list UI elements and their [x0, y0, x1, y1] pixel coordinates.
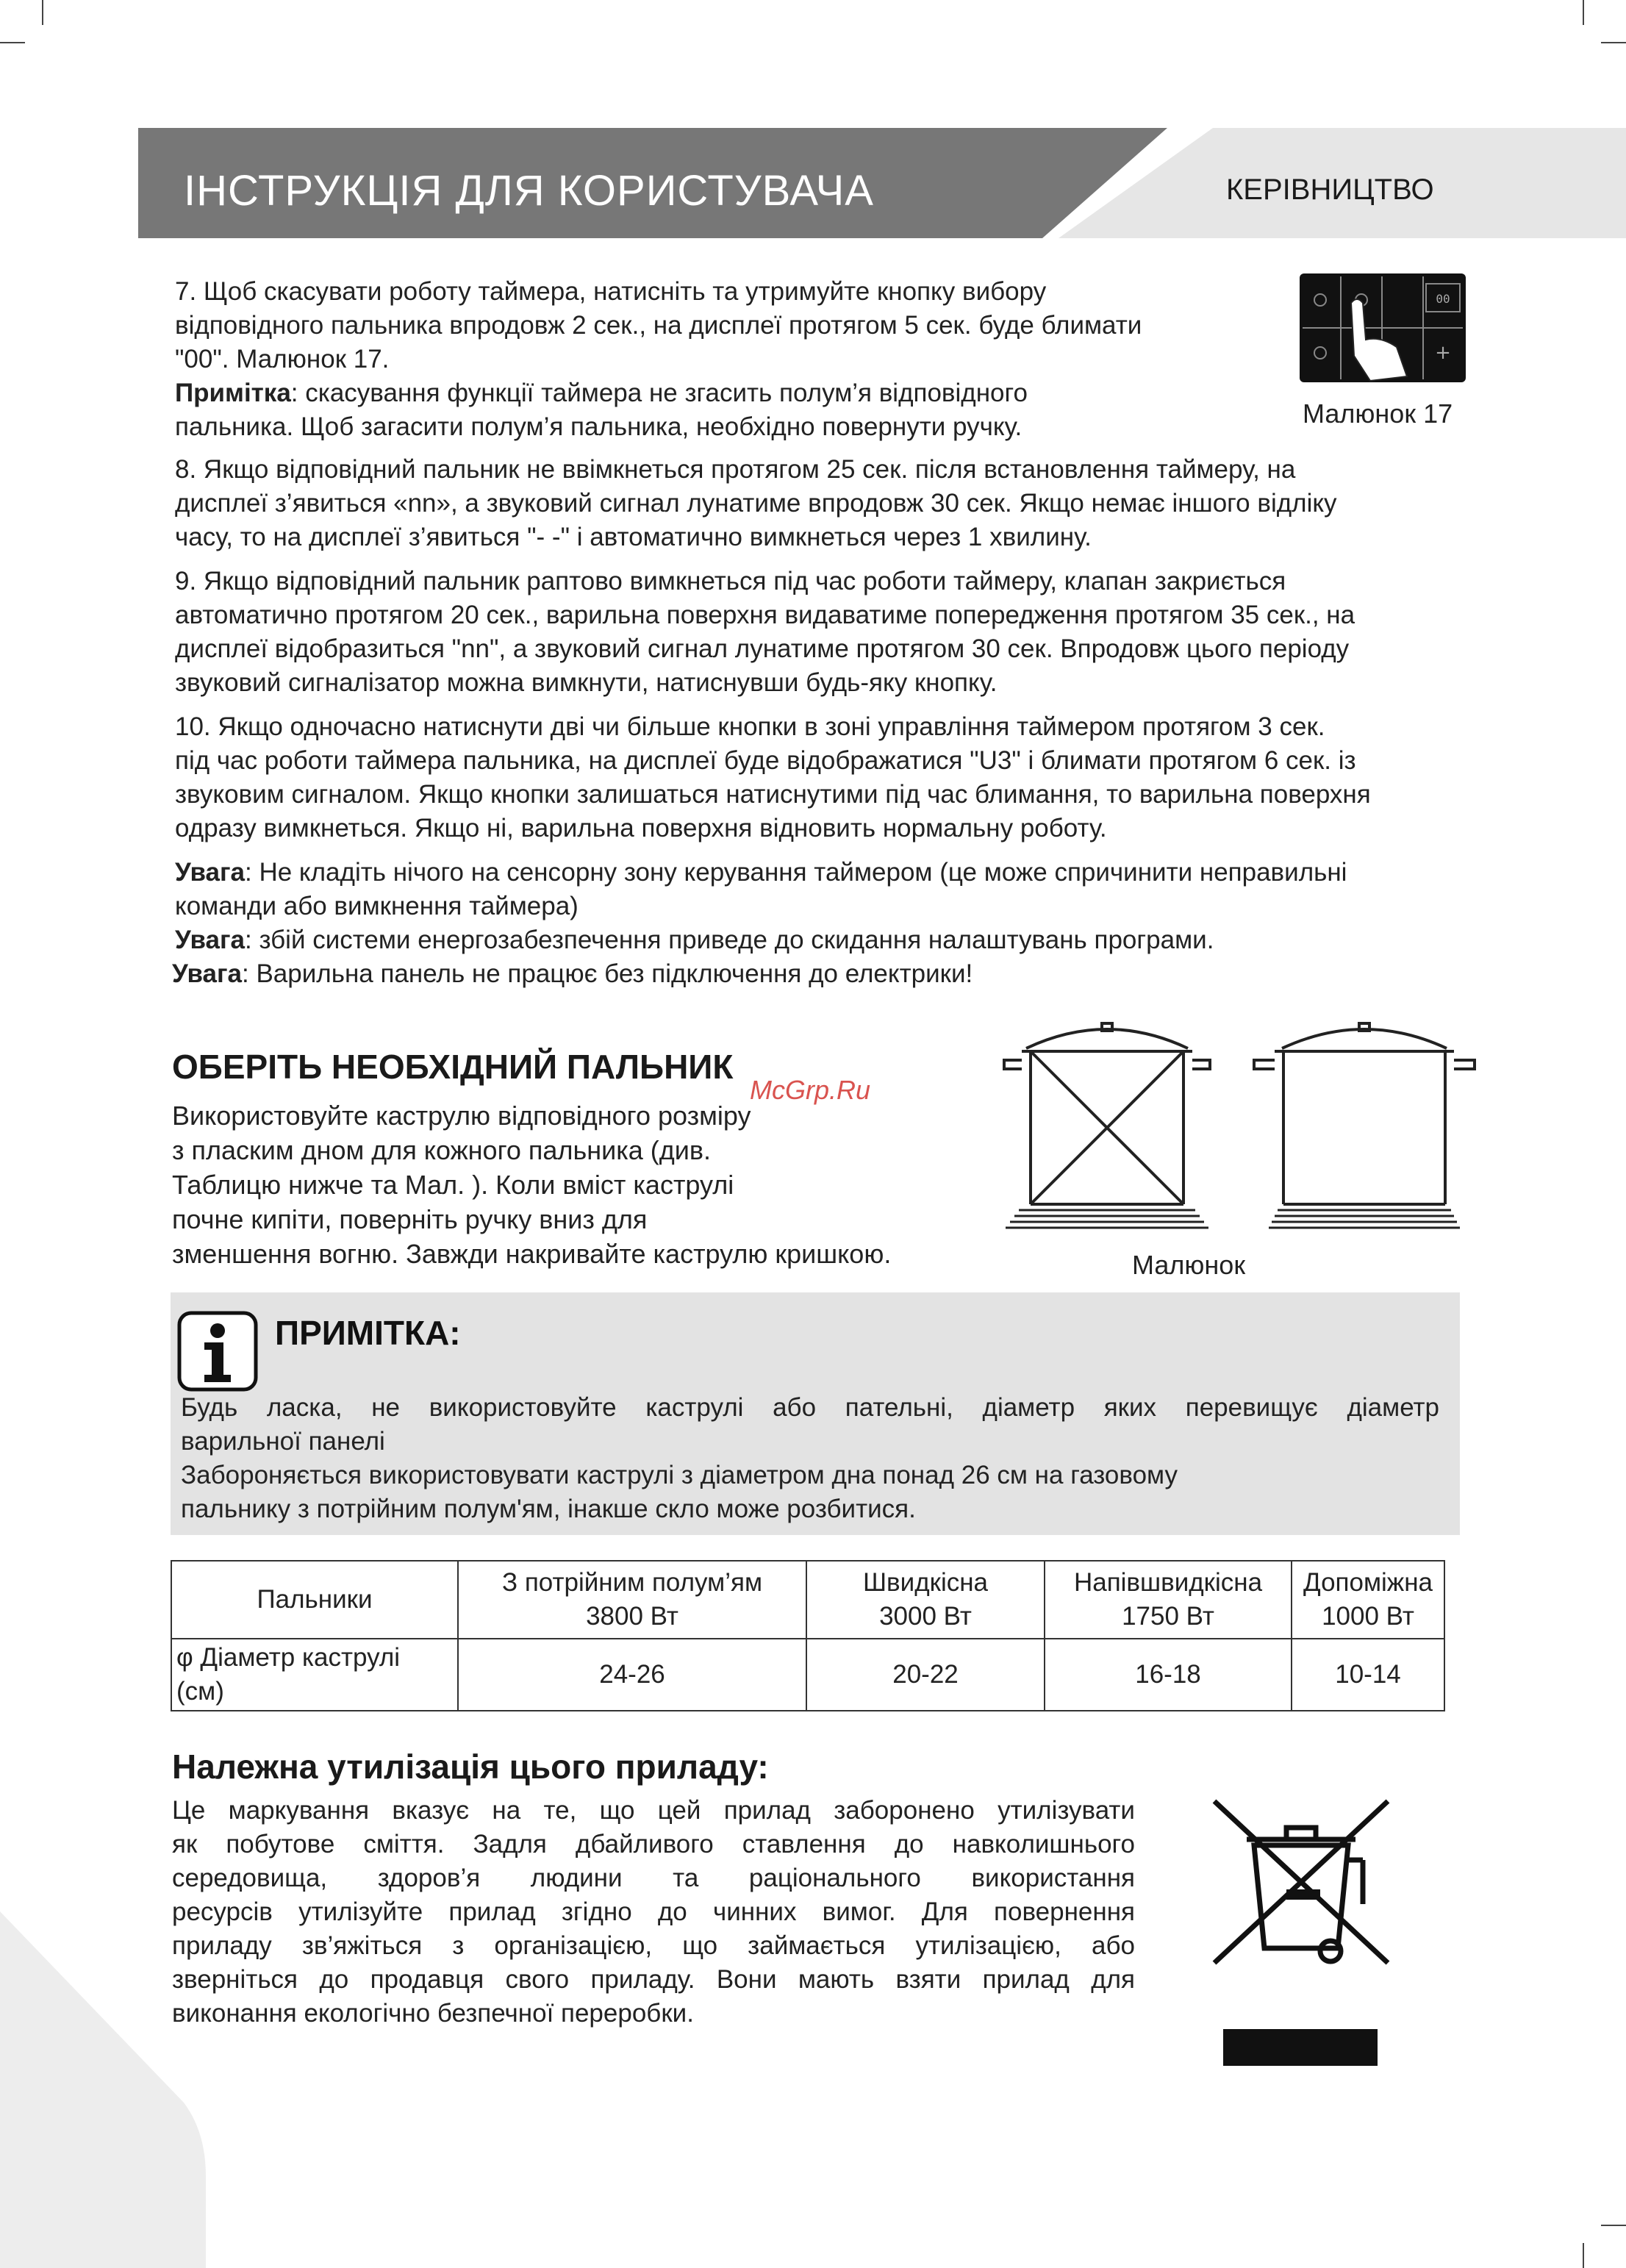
- table-cell: З потрійним полум’ям 3800 Вт: [458, 1561, 806, 1639]
- note-label: Примітка: [175, 379, 291, 407]
- section-label: КЕРІВНИЦТВО: [1226, 174, 1434, 206]
- note-text: Будь ласка, не використовуйте каструлі або пательні, діаметр яких перевищує діаметр варильної панелі Забороняється використовувати каструлі з діаметром дна понад 26 см на газовому пальнику з потрійним полум'ям, інакше скло може розбитися.: [181, 1393, 1439, 1523]
- page-title: ІНСТРУКЦІЯ ДЛЯ КОРИСТУВАЧА: [184, 167, 874, 215]
- table-header-row: [171, 1561, 1444, 1639]
- svg-text:00: 00: [1436, 292, 1450, 306]
- table-cell: Напівшвидкісна 1750 Вт: [1045, 1561, 1292, 1639]
- table-cell: 16-18: [1045, 1639, 1292, 1711]
- table-cell: Допоміжна 1000 Вт: [1292, 1561, 1444, 1639]
- note-title: ПРИМІТКА:: [275, 1314, 461, 1352]
- disposal-text: Це маркування вказує на те, що цей прилад заборонено утилізувати як побутове сміття. Задля дбайливого ставлення до навколишнього середовища, здоров’я людини та раціонального використання ресурсів утилізуйте прилад згідно до чинних вимог. Для повернення приладу зв’яжіться з організацією, що займається утилізацією, або зверніться до продавця свого приладу. Вони мають взяти прилад для виконання екологічно безпечної переробки.: [172, 1796, 1135, 2028]
- warning-label: Увага: [172, 959, 243, 988]
- timer-step-9: 9. Якщо відповідний пальник раптово вимкнеться під час роботи таймеру, клапан закриється автоматично протягом 20 сек., варильна поверхня видаватиме попередження протягом 35 сек., на дисплеї відобразиться "nn", а звуковий сигнал лунатиме протягом 30 сек. Впродовж цього періоду звуковий сигналізатор можна вимкнути, натиснувши будь-яку кнопку.: [175, 567, 1355, 697]
- pot-figure-caption: Малюнок: [1132, 1250, 1246, 1280]
- crossed-bin-icon: [1206, 1794, 1397, 2073]
- watermark: McGrp.Ru: [750, 1075, 871, 1105]
- table-cell: 10-14: [1292, 1639, 1444, 1711]
- warnings: Увага: Не кладіть нічого на сенсорну зону керування таймером (це може спричинити неправильні команди або вимкнення таймера) Увага: збій системи енергозабезпечення приведе до скидання налаштувань програми. Увага: Варильна панель не працює без підключення до електрики!: [172, 858, 1347, 988]
- control-panel-figure: [1300, 273, 1466, 382]
- pot-wrong-size-figure: [997, 1015, 1217, 1235]
- burner-table: [171, 1560, 1445, 1711]
- figure-17-caption: Малюнок 17: [1303, 398, 1453, 429]
- table-row: [171, 1639, 1444, 1711]
- warning-label: Увага: [175, 858, 246, 887]
- timer-step-7: 7. Щоб скасувати роботу таймера, натисніть та утримуйте кнопку вибору відповідного пальника впродовж 2 сек., на дисплеї протягом 5 сек. буде блимати "00". Малюнок 17. Примітка: скасування функції таймера не згасить полум’я відповідного пальника. Щоб загасити полум’я пальника, необхідно повернути ручку.: [175, 277, 1142, 441]
- table-cell: 20-22: [806, 1639, 1045, 1711]
- burner-text: Використовуйте каструлю відповідного розміру з пласким дном для кожного пальника (див. Таблицю нижче та Мал. ). Коли вміст каструлі почне кипіти, поверніть ручку вниз для зменшення вогню. Завжди накривайте каструлю кришкою.: [172, 1101, 892, 1269]
- disposal-heading: Належна утилізація цього приладу:: [172, 1747, 769, 1786]
- timer-step-10: 10. Якщо одночасно натиснути дві чи більше кнопки в зоні управління таймером протягом 3 сек. під час роботи таймера пальника, на дисплеї буде відображатися "U3" і блимати протягом 6 сек. із звуковим сигналом. Якщо кнопки залишаться натиснутими під час блимання, то варильна поверхня одразу вимкнеться. Якщо ні, варильна поверхня відновить нормальну роботу.: [175, 712, 1371, 843]
- table-cell: φ Діаметр каструлі (см): [171, 1639, 458, 1711]
- info-icon: [176, 1310, 259, 1392]
- timer-step-8: 8. Якщо відповідний пальник не ввімкнеться протягом 25 сек. після встановлення таймеру, на дисплеї з’явиться «nn», а звуковий сигнал лунатиме впродовж 30 сек. Якщо немає іншого відліку часу, то на дисплеї з’явиться "- -" і автоматично вимкнеться через 1 хвилину.: [175, 455, 1337, 551]
- warning-label: Увага: [175, 926, 246, 954]
- pot-correct-figure: [1245, 1015, 1483, 1235]
- svg-text:+: +: [1435, 342, 1451, 364]
- burner-heading: ОБЕРІТЬ НЕОБХІДНИЙ ПАЛЬНИК: [172, 1048, 734, 1086]
- table-cell: 24-26: [458, 1639, 806, 1711]
- table-cell: Пальники: [171, 1561, 458, 1639]
- table-cell: Швидкісна 3000 Вт: [806, 1561, 1045, 1639]
